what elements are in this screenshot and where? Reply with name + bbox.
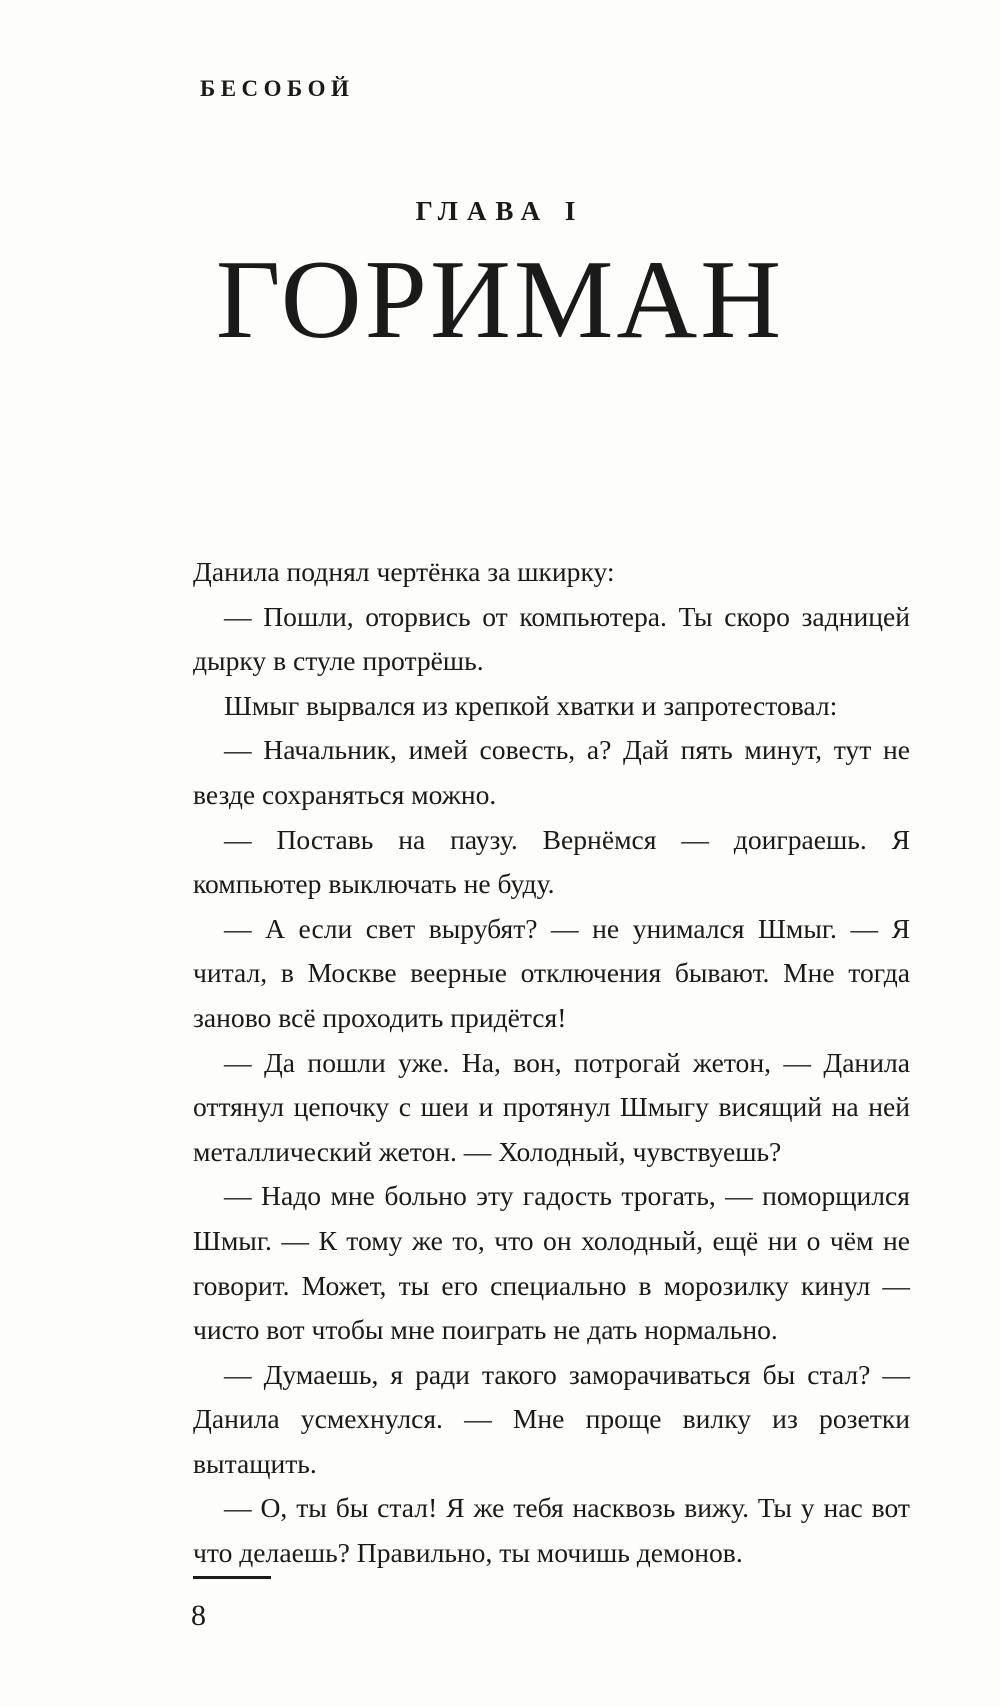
page-number: 8	[191, 1599, 206, 1632]
running-head: БЕСОБОЙ	[200, 76, 355, 101]
paragraph: Шмыг вырвался из крепкой хватки и запротестовал:	[224, 689, 838, 721]
paragraph: — Начальник, имей совесть, а? Дай пять минут, тут не везде сохраняться можно.	[193, 734, 910, 810]
body-text	[193, 550, 910, 1576]
chapter-title: ГОРИМАН	[215, 238, 785, 362]
paragraph: — Да пошли уже. На, вон, потрогай жетон, — Данила оттянул цепочку с шеи и протянул Шмыгу висящий на ней металлический жетон. — Холодный, чувствуешь?	[193, 1046, 910, 1167]
paragraph: — А если свет вырубят? — не унимался Шмыг. — Я читал, в Москве веерные отключения бывают. Мне тогда заново всё проходить придётся!	[193, 912, 910, 1033]
paragraph: — Пошли, оторвись от компьютера. Ты скоро задницей дырку в стуле протрёшь.	[193, 600, 910, 677]
paragraph: — О, ты бы стал! Я же тебя насквозь вижу. Ты у нас вот что делаешь? Правильно, ты мочишь демонов.	[193, 1492, 910, 1569]
paragraph: — Думаешь, я ради такого заморачиваться бы стал? — Данила усмехнулся. — Мне проще вилку из розетки вытащить.	[193, 1358, 910, 1479]
paragraph: — Надо мне больно эту гадость трогать, — поморщился Шмыг. — К тому же то, что он холодный, ещё ни о чём не говорит. Может, ты его специально в морозилку кинул — чисто вот чтобы мне поиграть не дать нормально.	[193, 1180, 910, 1346]
paragraph: Данила поднял чертёнка за шкирку:	[193, 556, 615, 587]
paragraph: — Поставь на паузу. Вернёмся — доиграешь. Я компьютер выключать не буду.	[193, 823, 910, 900]
chapter-label: ГЛАВА I	[415, 196, 585, 226]
footer-rule	[193, 1576, 271, 1579]
